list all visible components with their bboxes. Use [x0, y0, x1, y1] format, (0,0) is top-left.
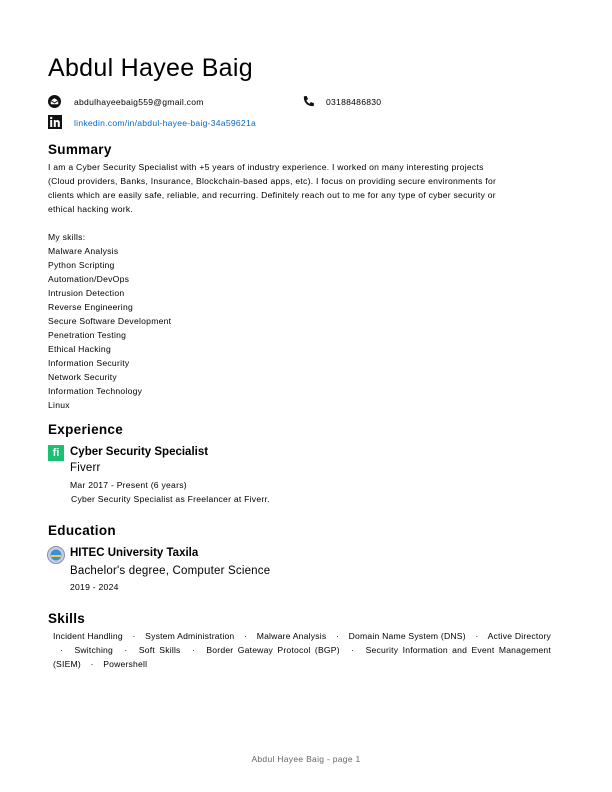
job-description: Cyber Security Specialist as Freelancer at Fiverr.: [71, 494, 270, 504]
skill-separator: ·: [90, 659, 94, 669]
summary-skill: Information Technology: [48, 386, 143, 396]
email-address[interactable]: abdulhayeebaig559@gmail.com: [74, 97, 204, 107]
summary-heading: Summary: [48, 142, 112, 157]
summary-skill: Python Scripting: [48, 260, 115, 270]
skill-item: Powershell: [103, 659, 148, 669]
summary-line: (Cloud providers, Banks, Insurance, Blockchain-based apps, etc). I focus on providing secure environments for: [48, 176, 497, 186]
summary-skill: Secure Software Development: [48, 316, 172, 326]
school-name: HITEC University Taxila: [70, 547, 199, 559]
skills-label: My skills:: [48, 232, 86, 242]
summary-skill: Malware Analysis: [48, 246, 119, 256]
linkedin-icon: [48, 115, 62, 129]
fiverr-logo-icon: fi: [48, 445, 64, 461]
job-title: Cyber Security Specialist: [70, 446, 209, 458]
skill-item: Soft Skills: [138, 645, 181, 655]
university-logo-icon: [47, 546, 65, 569]
summary-line: ethical hacking work.: [48, 204, 134, 214]
skill-item: Security Information and Event Management (SIEM): [53, 645, 551, 669]
summary-skill: Information Security: [48, 358, 130, 368]
skill-separator: ·: [132, 631, 136, 641]
phone-icon: [302, 95, 315, 113]
skill-item: Domain Name System (DNS): [348, 631, 466, 641]
degree: Bachelor's degree, Computer Science: [70, 565, 271, 577]
phone-number: 03188486830: [326, 97, 382, 107]
email-icon: [48, 95, 61, 113]
summary-skill: Automation/DevOps: [48, 274, 130, 284]
skill-item: System Administration: [145, 631, 235, 641]
skill-item: Switching: [74, 645, 114, 655]
education-years: 2019 - 2024: [70, 582, 119, 592]
company-name: Fiverr: [70, 462, 101, 474]
summary-skill: Penetration Testing: [48, 330, 127, 340]
summary-skill: Ethical Hacking: [48, 344, 111, 354]
summary-skill: Reverse Engineering: [48, 302, 134, 312]
skill-item: Incident Handling: [53, 631, 123, 641]
skill-item: Border Gateway Protocol (BGP): [206, 645, 340, 655]
skill-separator: ·: [475, 631, 479, 641]
skill-item: Active Directory: [487, 631, 552, 641]
summary-text: [48, 160, 496, 412]
education-heading: Education: [48, 523, 116, 538]
page-footer: Abdul Hayee Baig - page 1: [251, 754, 361, 764]
skill-separator: ·: [351, 645, 355, 655]
summary-line: I am a Cyber Security Specialist with +5 years of industry experience. I worked on many interesting projects: [48, 162, 484, 172]
experience-heading: Experience: [48, 422, 124, 437]
skill-separator: ·: [60, 645, 64, 655]
skills-list: [53, 629, 551, 671]
skills-heading: Skills: [48, 611, 86, 626]
summary-skill: Intrusion Detection: [48, 288, 125, 298]
skill-separator: ·: [335, 631, 340, 641]
summary-line: clients which are easily safe, reliable, and recurring. Definitely reach out to me for any type of cyber security or: [48, 190, 496, 200]
job-dates: Mar 2017 - Present (6 years): [70, 480, 187, 490]
skill-separator: ·: [244, 631, 248, 641]
linkedin-link[interactable]: linkedin.com/in/abdul-hayee-baig-34a59621a: [74, 118, 257, 128]
skill-separator: ·: [124, 645, 128, 655]
skill-item: Malware Analysis: [256, 631, 327, 641]
skill-separator: ·: [191, 645, 195, 655]
profile-name: Abdul Hayee Baig: [48, 54, 253, 82]
summary-skill: Network Security: [48, 372, 117, 382]
summary-skill: Linux: [48, 400, 70, 410]
